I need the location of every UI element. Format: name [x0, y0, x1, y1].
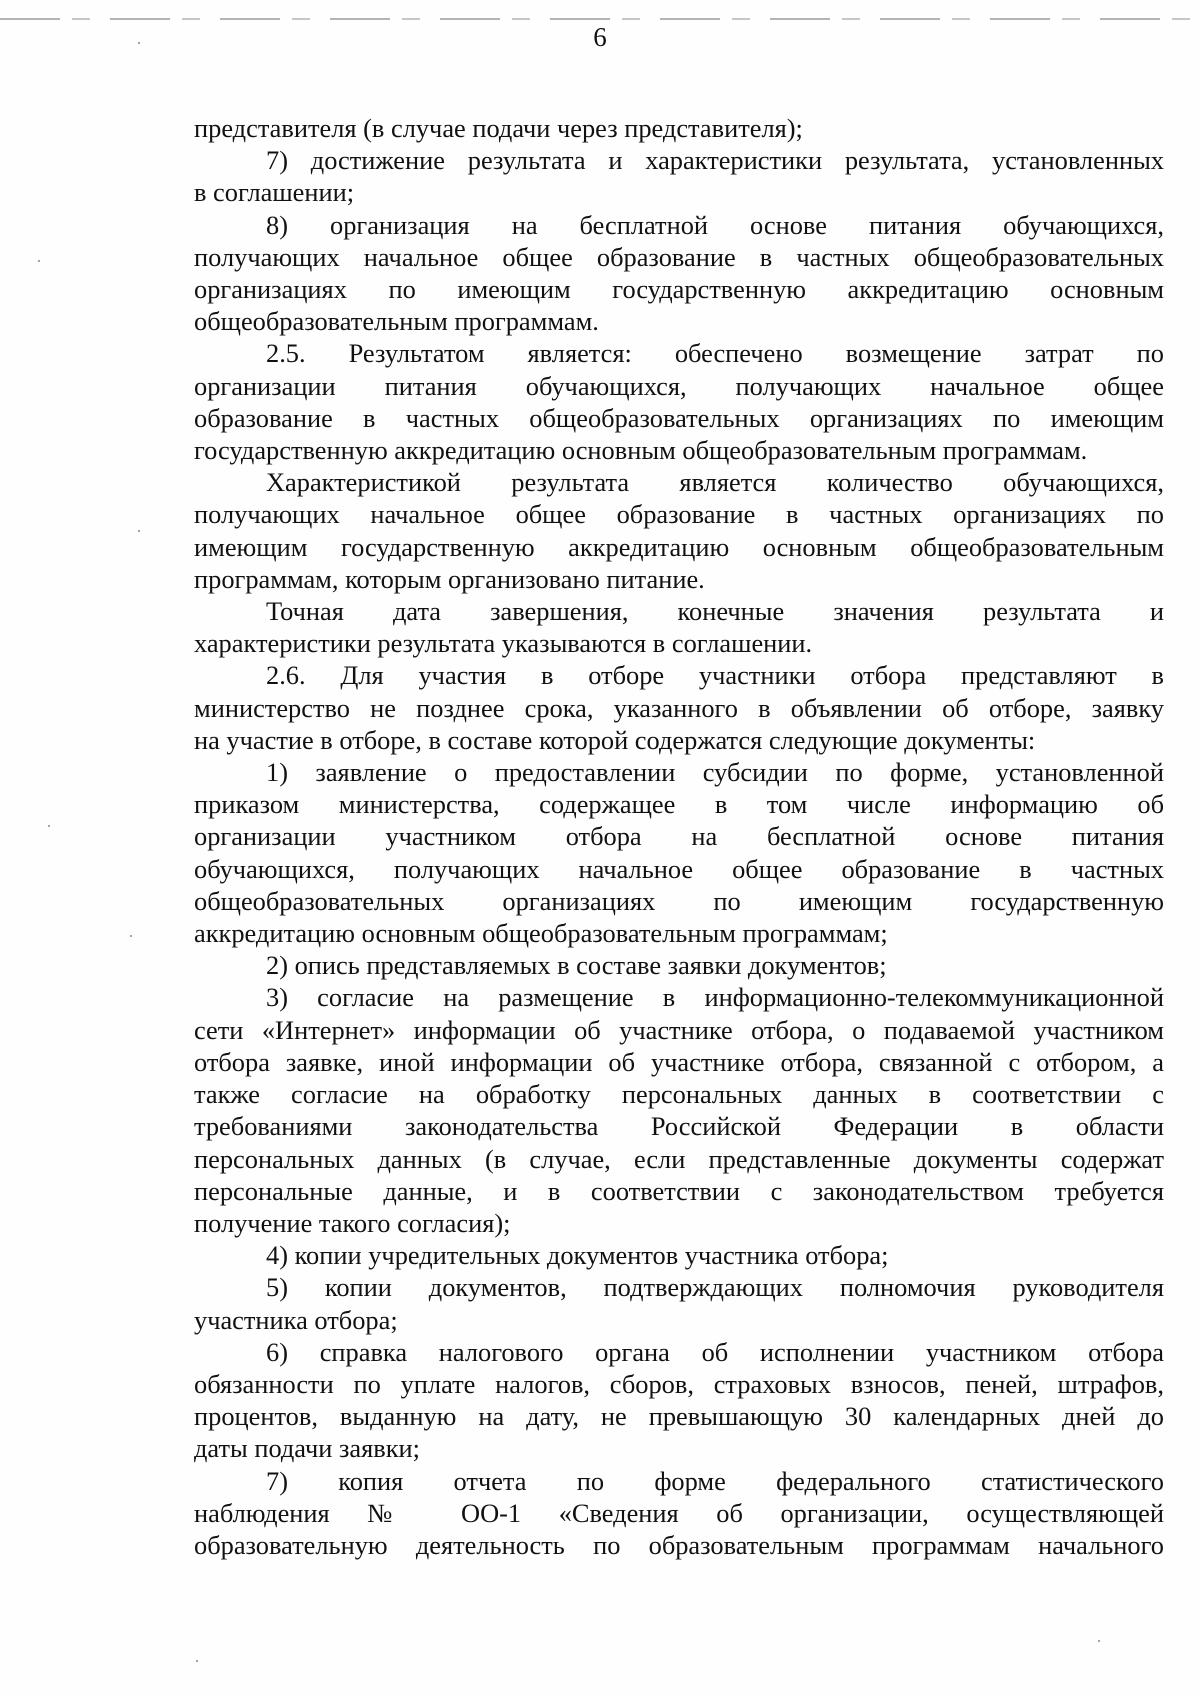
scan-speck	[196, 1660, 198, 1662]
text-line: программам, которым организовано питание.	[194, 563, 705, 594]
text-line: наблюдения № ОО-1 «Сведения об организации, осуществляющей	[194, 1497, 1164, 1528]
scan-speck	[138, 42, 140, 44]
text-line: Точная дата завершения, конечные значения результата и	[266, 596, 1164, 627]
text-line: имеющим государственную аккредитацию основным общеобразовательным	[194, 531, 1164, 562]
text-line: отбора заявке, иной информации об участнике отбора, связанной с отбором, а	[194, 1046, 1164, 1077]
text-line: 6) справка налогового органа об исполнении участником отбора	[266, 1336, 1164, 1367]
text-line: 7) достижение результата и характеристики результата, установленных	[266, 145, 1164, 176]
text-line: процентов, выданную на дату, не превышающую 30 календарных дней до	[194, 1401, 1164, 1432]
text-line: обязанности по уплате налогов, сборов, страховых взносов, пеней, штрафов,	[194, 1368, 1164, 1399]
scan-speck	[38, 260, 40, 262]
scan-speck	[48, 825, 50, 827]
text-line: даты подачи заявки;	[194, 1433, 420, 1464]
text-line: получающих начальное общее образование в частных организациях по	[194, 499, 1164, 530]
text-line: на участие в отборе, в составе которой содержатся следующие документы:	[194, 724, 1036, 755]
scan-edge-artifact	[0, 18, 1200, 20]
text-line: аккредитацию основным общеобразовательным программам;	[194, 918, 888, 949]
text-line: 2.5. Результатом является: обеспечено возмещение затрат по	[266, 338, 1164, 369]
text-line: приказом министерства, содержащее в том числе информацию об	[194, 789, 1164, 820]
scan-speck	[138, 530, 140, 532]
text-line: Характеристикой результата является количество обучающихся,	[266, 467, 1164, 498]
text-line: организации участником отбора на бесплатной основе питания	[194, 821, 1164, 852]
text-line: 2.6. Для участия в отборе участники отбора представляют в	[266, 660, 1164, 691]
document-body	[194, 112, 1164, 1561]
page-number: 6	[593, 22, 607, 52]
scan-speck	[130, 935, 132, 937]
text-line: 8) организация на бесплатной основе питания обучающихся,	[266, 209, 1164, 240]
text-line: государственную аккредитацию основным общеобразовательным программам.	[194, 435, 1088, 466]
text-line: министерство не позднее срока, указанного в объявлении об отборе, заявку	[194, 692, 1164, 723]
text-line: в соглашении;	[194, 177, 355, 208]
text-line: 7) копия отчета по форме федерального статистического	[266, 1465, 1164, 1496]
text-line: 1) заявление о предоставлении субсидии по форме, установленной	[266, 757, 1164, 788]
text-line: 5) копии документов, подтверждающих полномочия руководителя	[266, 1272, 1164, 1303]
text-line: получение такого согласия);	[194, 1207, 511, 1238]
text-line: персональных данных (в случае, если представленные документы содержат	[194, 1143, 1164, 1174]
text-line: общеобразовательных организациях по имеющим государственную	[194, 885, 1164, 916]
text-line: 4) копии учредительных документов участника отбора;	[266, 1240, 889, 1271]
text-line: общеобразовательным программам.	[194, 306, 599, 337]
text-line: представителя (в случае подачи через представителя);	[194, 113, 803, 143]
text-line: образование в частных общеобразовательных организациях по имеющим	[194, 402, 1164, 433]
text-line: организации питания обучающихся, получающих начальное общее	[194, 370, 1164, 401]
text-line: организациях по имеющим государственную аккредитацию основным	[194, 274, 1164, 305]
text-line: участника отбора;	[194, 1304, 398, 1335]
text-line: требованиями законодательства Российской Федерации в области	[194, 1111, 1164, 1142]
text-line: 2) опись представляемых в составе заявки документов;	[266, 950, 887, 981]
text-line: образовательную деятельность по образовательным программам начального	[194, 1529, 1164, 1560]
text-line: 3) согласие на размещение в информационно-телекоммуникационной	[266, 982, 1164, 1013]
text-line: получающих начальное общее образование в частных общеобразовательных	[194, 241, 1164, 272]
text-line: сети «Интернет» информации об участнике отбора, о подаваемой участником	[194, 1014, 1164, 1045]
text-line: также согласие на обработку персональных данных в соответствии с	[194, 1079, 1164, 1110]
scan-speck	[1098, 1640, 1100, 1642]
text-line: обучающихся, получающих начальное общее образование в частных	[194, 853, 1164, 884]
text-line: персональные данные, и в соответствии с законодательством требуется	[194, 1175, 1164, 1206]
text-line: характеристики результата указываются в соглашении.	[194, 628, 813, 659]
